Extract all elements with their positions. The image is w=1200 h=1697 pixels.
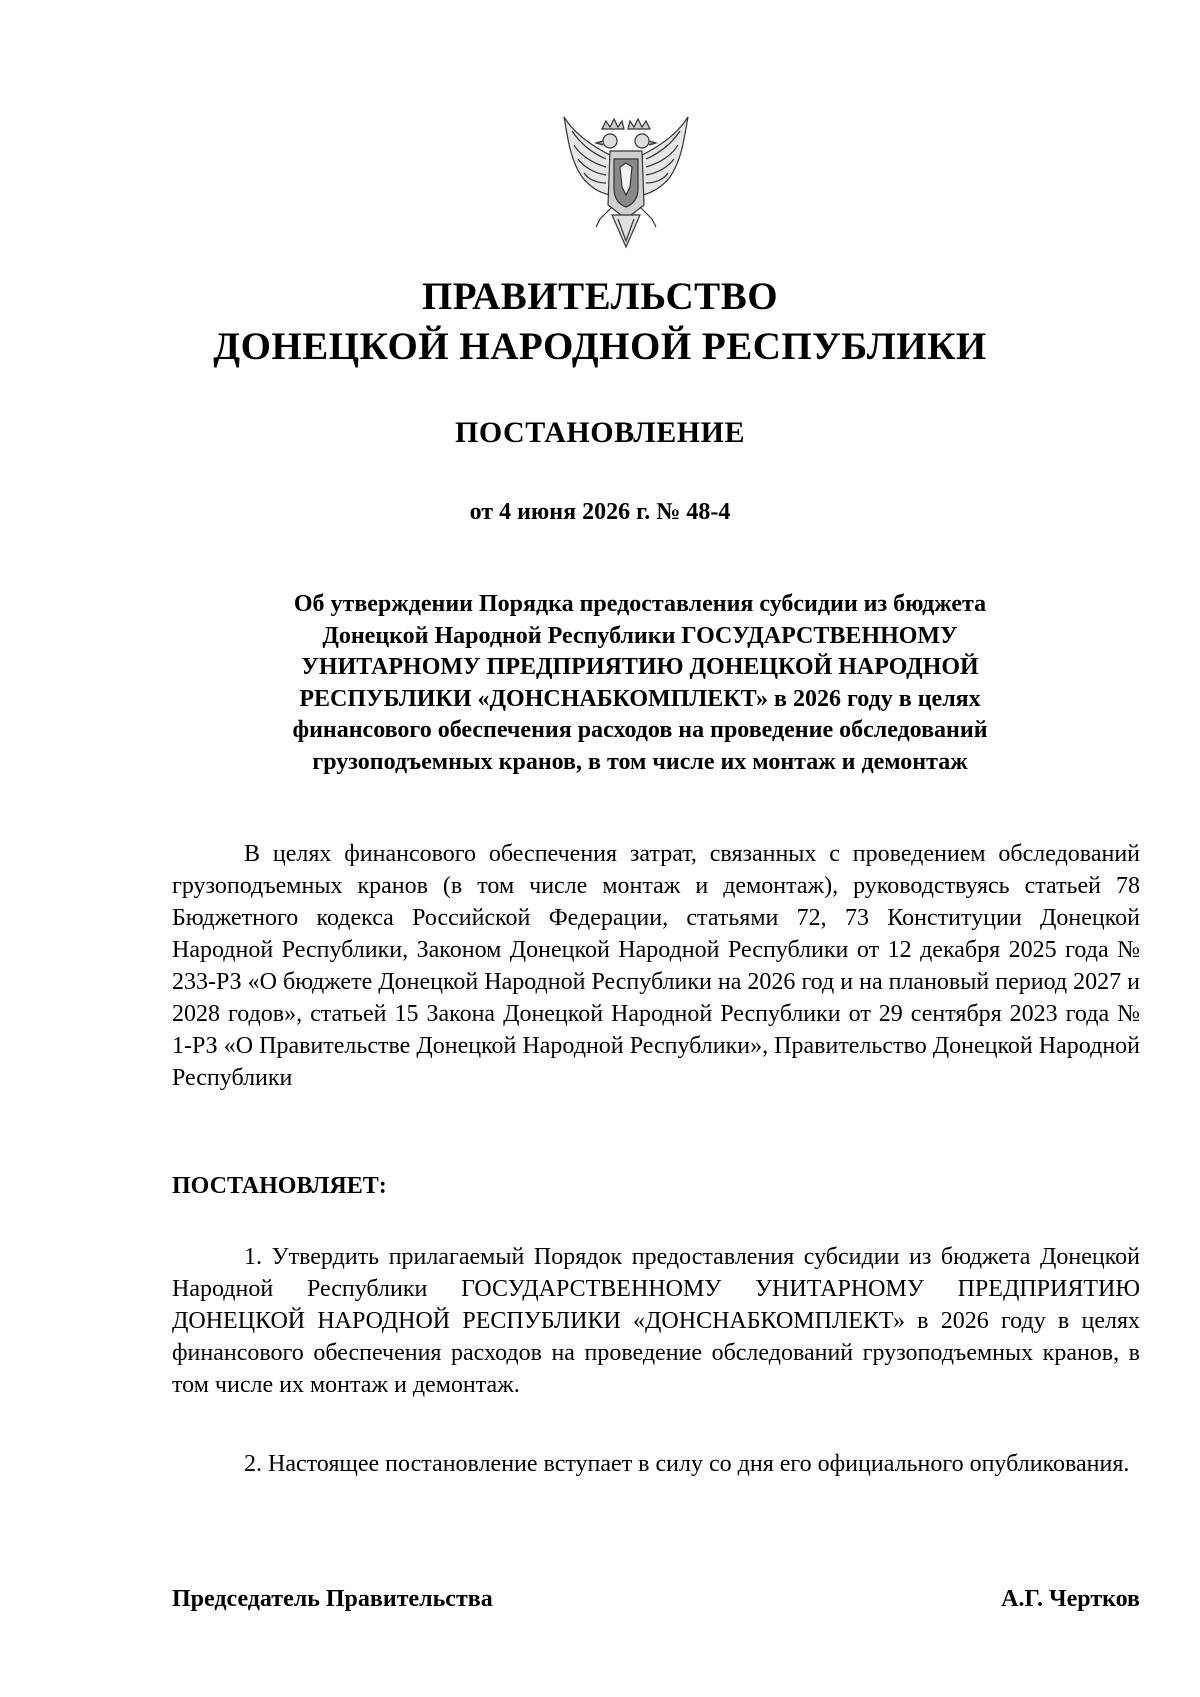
dpr-coat-of-arms-icon: [560, 115, 692, 255]
decree-item-1: 1. Утвердить прилагаемый Порядок предоставления субсидии из бюджета Донецкой Народной Республики ГОСУДАРСТВЕННОМУ УНИТАРНОМУ ПРЕДПРИЯТИЮ ДОНЕЦКОЙ НАРОДНОЙ РЕСПУБЛИКИ «ДОНСНАБКОМПЛЕКТ» в 2026 году в целях финансового обеспечения расходов на проведение обследований грузоподъемных кранов, в том числе их монтаж и демонтаж.: [172, 1244, 1140, 1398]
government-title-line1: ПРАВИТЕЛЬСТВО: [421, 275, 779, 318]
subject-line: грузоподъемных кранов, в том числе их монтаж и демонтаж: [312, 748, 968, 775]
document-type: ПОСТАНОВЛЕНИЕ: [455, 416, 745, 449]
document-subject: [220, 589, 1060, 778]
decree-heading: ПОСТАНОВЛЯЕТ:: [172, 1173, 387, 1199]
subject-line: УНИТАРНОМУ ПРЕДПРИЯТИЮ ДОНЕЦКОЙ НАРОДНОЙ: [301, 654, 979, 680]
signature-block: [172, 1583, 1140, 1615]
government-title: [0, 272, 1200, 372]
subject-line: РЕСПУБЛИКИ «ДОНСНАБКОМПЛЕКТ» в 2026 году в целях: [299, 685, 981, 712]
subject-line: Донецкой Народной Республики ГОСУДАРСТВЕННОМУ: [322, 622, 958, 649]
signatory-name: А.Г. Чертков: [1001, 1586, 1140, 1612]
signatory-position: Председатель Правительства: [172, 1586, 493, 1612]
preamble-paragraph: В целях финансового обеспечения затрат, связанных с проведением обследований грузоподъемных кранов (в том числе монтаж и демонтаж), руководствуясь статьей 78 Бюджетного кодекса Российской Федерации, статьями 72, 73 Конституции Донецкой Народной Республики, Законом Донецкой Народной Республики от 12 декабря 2025 года № 233-РЗ «О бюджете Донецкой Народной Республики на 2026 год и на плановый период 2027 и 2028 годов», статьей 15 Закона Донецкой Народной Республики от 29 сентября 2023 года № 1-РЗ «О Правительстве Донецкой Народной Республики», Правительство Донецкой Народной Республики: [172, 841, 1140, 1091]
document-date-number: от 4 июня 2026 г. № 48-4: [469, 499, 731, 525]
subject-line: Об утверждении Порядка предоставления субсидии из бюджета: [293, 591, 987, 617]
subject-line: финансового обеспечения расходов на проведение обследований: [292, 717, 988, 743]
decree-item-2: 2. Настоящее постановление вступает в силу со дня его официального опубликования.: [244, 1451, 1130, 1477]
government-title-line2: ДОНЕЦКОЙ НАРОДНОЙ РЕСПУБЛИКИ: [213, 325, 987, 368]
